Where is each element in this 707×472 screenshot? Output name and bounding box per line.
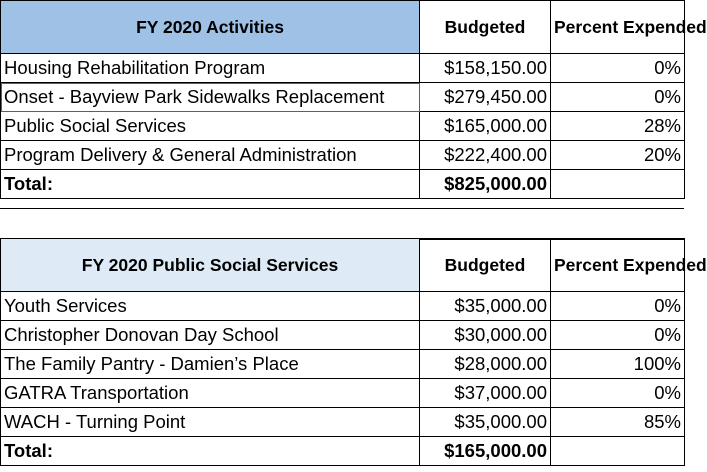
budgeted-cell[interactable]: $279,450.00 bbox=[420, 83, 551, 112]
budgeted-header-cell[interactable]: Budgeted bbox=[420, 1, 551, 54]
empty-cell[interactable] bbox=[551, 170, 685, 199]
table-row bbox=[1, 292, 685, 321]
activities-title-cell[interactable]: FY 2020 Activities bbox=[1, 1, 420, 54]
empty-cell[interactable] bbox=[551, 437, 685, 466]
table-row bbox=[1, 321, 685, 350]
total-row bbox=[1, 437, 685, 466]
activity-name-cell-selected[interactable]: Onset - Bayview Park Sidewalks Replacement bbox=[1, 83, 420, 112]
percent-cell[interactable]: 100% bbox=[551, 350, 685, 379]
social-services-header-row bbox=[1, 239, 685, 292]
table-row bbox=[1, 83, 685, 112]
percent-cell[interactable]: 0% bbox=[551, 54, 685, 83]
service-name-cell[interactable]: Christopher Donovan Day School bbox=[1, 321, 420, 350]
budgeted-cell[interactable]: $222,400.00 bbox=[420, 141, 551, 170]
activity-name-cell[interactable]: Program Delivery & General Administration bbox=[1, 141, 420, 170]
service-name-cell[interactable]: WACH - Turning Point bbox=[1, 408, 420, 437]
table-row bbox=[1, 141, 685, 170]
budgeted-cell[interactable]: $165,000.00 bbox=[420, 112, 551, 141]
table-row bbox=[1, 350, 685, 379]
spacer-row bbox=[0, 208, 684, 240]
activity-name-cell[interactable]: Public Social Services bbox=[1, 112, 420, 141]
total-row bbox=[1, 170, 685, 199]
percent-cell[interactable]: 0% bbox=[551, 292, 685, 321]
budgeted-cell[interactable]: $35,000.00 bbox=[420, 408, 551, 437]
total-label-cell[interactable]: Total: bbox=[1, 170, 420, 199]
percent-cell[interactable]: 28% bbox=[551, 112, 685, 141]
social-services-title-cell[interactable]: FY 2020 Public Social Services bbox=[1, 239, 420, 292]
total-budgeted-cell[interactable]: $165,000.00 bbox=[420, 437, 551, 466]
social-services-table bbox=[0, 238, 707, 466]
table-row bbox=[1, 112, 685, 141]
percent-header-cell[interactable]: Percent Expended bbox=[551, 239, 685, 292]
percent-cell[interactable]: 0% bbox=[551, 321, 685, 350]
percent-cell[interactable]: 85% bbox=[551, 408, 685, 437]
percent-cell[interactable]: 0% bbox=[551, 379, 685, 408]
budgeted-cell[interactable]: $158,150.00 bbox=[420, 54, 551, 83]
percent-header-cell[interactable]: Percent Expended bbox=[551, 1, 685, 54]
table-row bbox=[1, 379, 685, 408]
activities-header-row bbox=[1, 1, 685, 54]
table-row bbox=[1, 54, 685, 83]
total-label-cell[interactable]: Total: bbox=[1, 437, 420, 466]
budgeted-cell[interactable]: $28,000.00 bbox=[420, 350, 551, 379]
service-name-cell[interactable]: The Family Pantry - Damien’s Place bbox=[1, 350, 420, 379]
percent-cell[interactable]: 0% bbox=[551, 83, 685, 112]
table-row bbox=[1, 408, 685, 437]
activity-name-cell[interactable]: Housing Rehabilitation Program bbox=[1, 54, 420, 83]
activities-table bbox=[0, 0, 707, 199]
budgeted-header-cell[interactable]: Budgeted bbox=[420, 239, 551, 292]
total-budgeted-cell[interactable]: $825,000.00 bbox=[420, 170, 551, 199]
budgeted-cell[interactable]: $30,000.00 bbox=[420, 321, 551, 350]
percent-cell[interactable]: 20% bbox=[551, 141, 685, 170]
budgeted-cell[interactable]: $35,000.00 bbox=[420, 292, 551, 321]
budgeted-cell[interactable]: $37,000.00 bbox=[420, 379, 551, 408]
service-name-cell[interactable]: GATRA Transportation bbox=[1, 379, 420, 408]
service-name-cell[interactable]: Youth Services bbox=[1, 292, 420, 321]
